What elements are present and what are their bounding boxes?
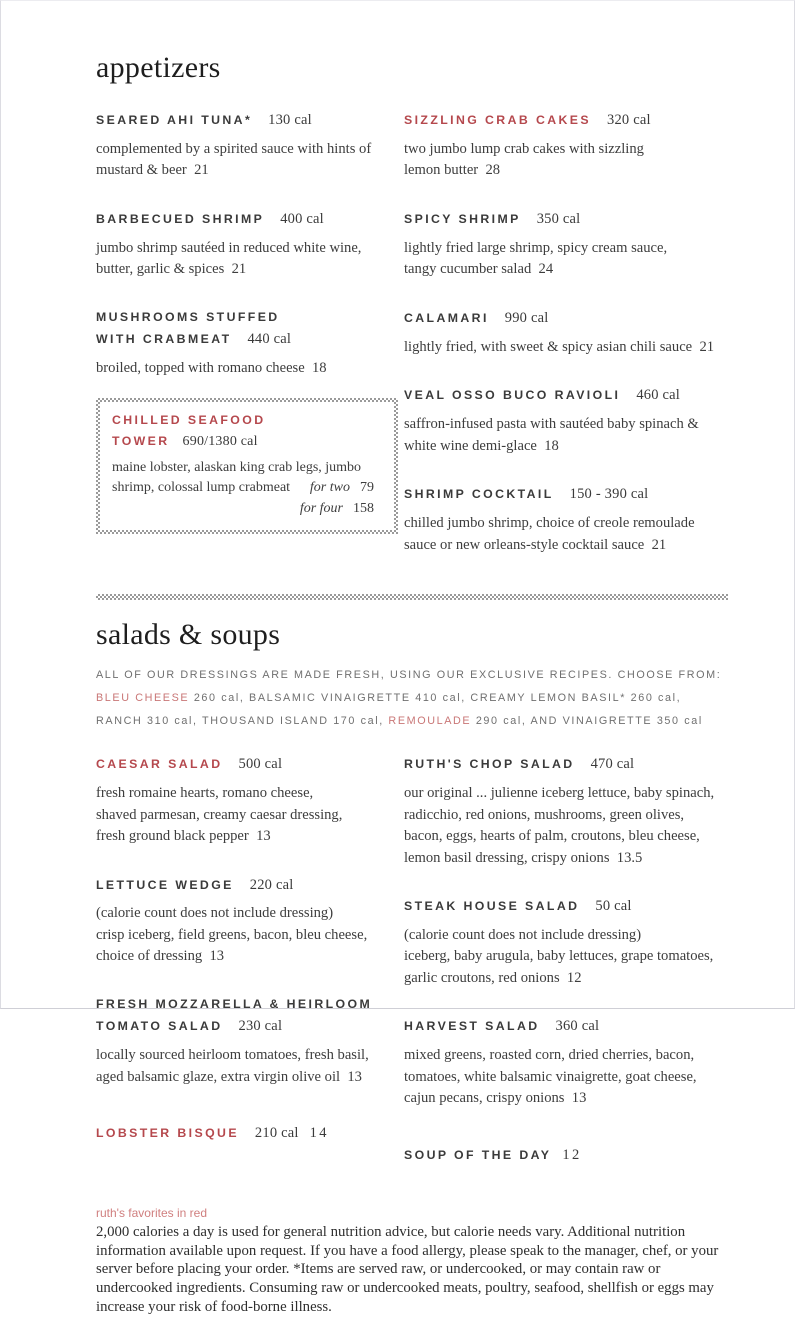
menu-item-harvest-salad bbox=[404, 1015, 728, 1109]
item-description: radicchio, red onions, mushrooms, green olives, bbox=[404, 806, 685, 823]
item-calories: 460 cal bbox=[636, 387, 681, 404]
item-description: lemon basil dressing, crispy onions 13.5 bbox=[404, 849, 643, 866]
salads-soups-heading: salads & soups bbox=[96, 618, 281, 652]
item-description: (calorie count does not include dressing) bbox=[96, 905, 334, 922]
item-calories: 220 cal bbox=[249, 876, 294, 893]
item-calories: 690/1380 cal bbox=[182, 433, 258, 449]
item-description: choice of dressing 13 bbox=[96, 948, 225, 965]
item-calories: 50 cal bbox=[595, 898, 632, 915]
price-for-four: for four 158 bbox=[299, 500, 374, 516]
item-description: (calorie count does not include dressing) bbox=[404, 926, 642, 943]
appetizers-left-column bbox=[96, 109, 404, 534]
item-description: two jumbo lump crab cakes with sizzling bbox=[404, 140, 644, 157]
item-title: SHRIMP COCKTAIL bbox=[404, 487, 554, 502]
menu-item-fresh-mozzarella-heirloom-tomato-salad bbox=[96, 994, 404, 1088]
dressing-remoulade: REMOULADE bbox=[388, 715, 472, 728]
salads-columns bbox=[96, 753, 726, 1194]
item-description: complemented by a spirited sauce with hints of bbox=[96, 140, 372, 157]
item-title: HARVEST SALAD bbox=[404, 1019, 540, 1034]
item-calories: 400 cal bbox=[280, 210, 324, 227]
item-title: RUTH'S CHOP SALAD bbox=[404, 757, 575, 772]
item-description: jumbo shrimp sautéed in reduced white wine, bbox=[96, 239, 362, 256]
item-title: CHILLED SEAFOOD TOWER bbox=[112, 412, 266, 448]
item-calories: 150 - 390 cal bbox=[569, 486, 649, 503]
item-price: 12 bbox=[562, 1146, 582, 1163]
menu-item-veal-osso-buco-ravioli bbox=[404, 384, 728, 457]
item-title: STEAK HOUSE SALAD bbox=[404, 899, 580, 914]
item-price: 14 bbox=[309, 1125, 329, 1142]
item-description: crisp iceberg, field greens, bacon, bleu cheese, bbox=[96, 926, 368, 943]
item-title: MUSHROOMS STUFFED bbox=[96, 309, 280, 324]
menu-item-steak-house-salad bbox=[404, 895, 728, 989]
favorites-note: ruth's favorites in red bbox=[96, 1205, 208, 1220]
item-description: locally sourced heirloom tomatoes, fresh basil, bbox=[96, 1047, 369, 1064]
item-title: SEARED AHI TUNA* bbox=[96, 113, 253, 127]
menu-item-barbecued-shrimp bbox=[96, 208, 404, 281]
item-calories: 500 cal bbox=[238, 756, 283, 773]
item-description: lemon butter 28 bbox=[404, 162, 501, 179]
price-for-two: for two 79 bbox=[309, 480, 374, 496]
item-description: butter, garlic & spices 21 bbox=[96, 261, 247, 278]
menu-item-mushrooms-stuffed bbox=[96, 307, 404, 380]
item-title: LETTUCE WEDGE bbox=[96, 877, 234, 892]
item-description: maine lobster, alaskan king crab legs, jumbo bbox=[112, 459, 362, 475]
item-calories: 130 cal bbox=[268, 112, 312, 128]
menu-item-caesar-salad bbox=[96, 753, 404, 847]
item-title: TOMATO SALAD bbox=[96, 1019, 223, 1034]
item-description: shaved parmesan, creamy caesar dressing, bbox=[96, 806, 343, 823]
menu-item-spicy-shrimp bbox=[404, 208, 728, 281]
nutrition-disclaimer: 2,000 calories a day is used for general nutrition advice, but calorie needs vary. Additional nutrition information available upon request. If you have a food allergy, please speak to the manager, chef, or your server before placing your order. *Items are served raw, or undercooked, or may contain raw or undercooked ingredients. Consuming raw or undercooked meats, poultry, seafood, shellfish or eggs may increase your risk of food-borne illness. bbox=[96, 1223, 719, 1315]
dressings-note: ALL OF OUR DRESSINGS ARE MADE FRESH, USING OUR EXCLUSIVE RECIPES. CHOOSE FROM: BLEU CHEESE 260 cal, BALSAMIC VINAIGRETTE 410 cal, CREAMY LEMON BASIL* 260 cal, RANCH 310 cal, THOUSAND ISLAND 170 cal, REMOULADE 290 cal, AND VINAIGRETTE 350 cal bbox=[96, 669, 722, 728]
menu-item-seared-ahi-tuna bbox=[96, 109, 404, 182]
salads-right-column bbox=[404, 753, 728, 1194]
item-description: mixed greens, roasted corn, dried cherries, bacon, bbox=[404, 1047, 695, 1064]
item-description: aged balsamic glaze, extra virgin olive oil 13 bbox=[96, 1068, 362, 1085]
item-description: white wine demi-glace 18 bbox=[404, 437, 559, 454]
menu-item-lettuce-wedge bbox=[96, 874, 404, 968]
item-calories: 230 cal bbox=[238, 1018, 283, 1035]
item-description: saffron-infused pasta with sautéed baby spinach & bbox=[404, 416, 699, 433]
menu-item-ruths-chop-salad bbox=[404, 753, 728, 869]
item-title: LOBSTER BISQUE bbox=[96, 1126, 239, 1141]
item-description: iceberg, baby arugula, baby lettuces, grape tomatoes, bbox=[404, 948, 714, 965]
appetizers-right-column bbox=[404, 109, 728, 582]
item-description: our original ... julienne iceberg lettuce, baby spinach, bbox=[404, 785, 715, 802]
item-description: cajun pecans, crispy onions 13 bbox=[404, 1090, 587, 1107]
item-title: FRESH MOZZARELLA & HEIRLOOM bbox=[96, 996, 373, 1011]
item-description: lightly fried large shrimp, spicy cream sauce, bbox=[404, 239, 668, 256]
item-calories: 320 cal bbox=[607, 112, 651, 128]
item-description: garlic croutons, red onions 12 bbox=[404, 969, 582, 986]
item-calories: 440 cal bbox=[247, 331, 292, 348]
item-calories: 470 cal bbox=[590, 756, 635, 773]
item-description: bacon, eggs, hearts of palm, croutons, bleu cheese, bbox=[404, 828, 700, 845]
item-description: lightly fried, with sweet & spicy asian chili sauce 21 bbox=[404, 338, 715, 355]
item-calories: 350 cal bbox=[536, 210, 581, 227]
menu-item-shrimp-cocktail bbox=[404, 483, 728, 556]
item-calories: 990 cal bbox=[504, 309, 549, 326]
section-divider bbox=[96, 594, 728, 600]
item-description: sauce or new orleans-style cocktail sauce 21 bbox=[404, 536, 667, 553]
item-title: SOUP OF THE DAY bbox=[404, 1147, 552, 1162]
menu-item-sizzling-crab-cakes bbox=[404, 109, 728, 182]
item-description: broiled, topped with romano cheese 18 bbox=[96, 360, 327, 377]
appetizers-heading: appetizers bbox=[96, 51, 221, 84]
item-title: VEAL OSSO BUCO RAVIOLI bbox=[404, 388, 621, 403]
item-description: fresh ground black pepper 13 bbox=[96, 828, 271, 845]
item-title: CAESAR SALAD bbox=[96, 757, 223, 772]
item-title: BARBECUED SHRIMP bbox=[96, 211, 265, 226]
item-title: WITH CRABMEAT bbox=[96, 332, 232, 347]
item-title: CALAMARI bbox=[404, 310, 489, 325]
item-calories: 210 cal bbox=[254, 1125, 299, 1142]
appetizers-columns bbox=[96, 109, 726, 582]
item-calories: 360 cal bbox=[555, 1018, 600, 1035]
item-description: mustard & beer 21 bbox=[96, 162, 209, 179]
item-description: fresh romaine hearts, romano cheese, bbox=[96, 785, 314, 802]
menu-item-soup-of-the-day bbox=[404, 1144, 728, 1168]
dressing-bleu-cheese: BLEU CHEESE bbox=[96, 692, 190, 705]
salads-left-column bbox=[96, 753, 404, 1172]
item-description: shrimp, colossal lump crabmeat bbox=[112, 480, 291, 496]
item-description: tomatoes, white balsamic vinaigrette, goat cheese, bbox=[404, 1068, 697, 1085]
footer bbox=[96, 1206, 726, 1317]
item-title: SIZZLING CRAB CAKES bbox=[404, 113, 592, 127]
menu-item-calamari bbox=[404, 307, 728, 358]
chilled-seafood-tower-box bbox=[96, 398, 398, 535]
item-description: tangy cucumber salad 24 bbox=[404, 261, 554, 278]
item-title: SPICY SHRIMP bbox=[404, 211, 521, 226]
menu-item-lobster-bisque bbox=[96, 1122, 404, 1146]
item-description: chilled jumbo shrimp, choice of creole remoulade bbox=[404, 515, 695, 532]
